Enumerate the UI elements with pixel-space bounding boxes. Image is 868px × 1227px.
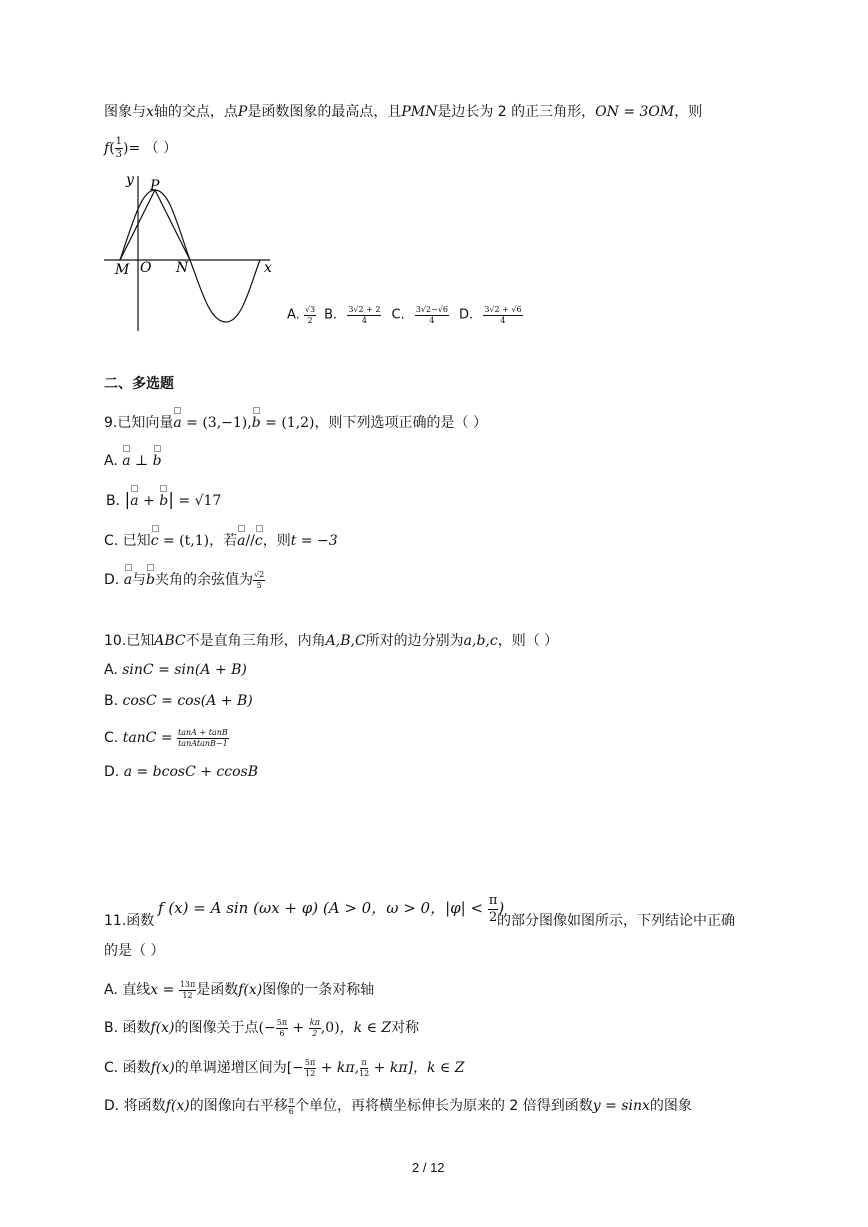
q8-graph — [100, 168, 280, 336]
vector-a: a — [173, 415, 182, 431]
option-d-label: D. — [459, 307, 474, 323]
q8-text: 图象与 — [104, 104, 146, 120]
tan-fraction: $\frac{\tan A + \tan B}{\text{tanAtanB−1}}$ — [178, 728, 228, 748]
graph-label-m: M — [115, 262, 130, 278]
q11-option-a: A. 直线x = $\frac{13\pi}{12}$ 是函数f(x)图像的一条对称轴 — [104, 980, 375, 1000]
q9-option-d: D. a与b夹角的余弦值为 $\frac{√2}{5}$ — [104, 570, 265, 590]
q8-text: 轴的交点，点 — [153, 104, 238, 120]
q8-text: 是函数图象的最高点，且 — [247, 104, 402, 120]
graph-label-y: y — [126, 172, 134, 188]
graph-label-p: P — [150, 178, 160, 194]
q8-var: x — [146, 104, 154, 120]
option-b-value: $\frac{3√2 + 2}{4}$ — [348, 305, 381, 325]
q8-var: P — [237, 104, 248, 120]
option-b-label: B. — [324, 307, 338, 323]
option-a-label: A. — [287, 307, 300, 323]
option-c-value: $\frac{3√2-√6}{4}$ — [415, 305, 449, 325]
q10-option-b: B. cosC = cos(A + B) — [104, 693, 253, 709]
q8-condition: ON = 3OM — [595, 104, 675, 120]
q9-option-b: B. |a + b| = √17 — [106, 490, 222, 510]
q9-option-a: A. a ⊥ b — [104, 453, 162, 469]
q8-f: f — [104, 140, 110, 157]
q9-option-c: C. 已知c = (t,1)，若a//c，则t = −3 — [104, 533, 338, 549]
q11-option-c: C. 函数f(x)的单调递增区间为[− $\frac{5\pi}{12}$ + kπ, $\frac{\pi}{12}$ + kπ]，k ∈ Z — [104, 1058, 465, 1078]
option-c-label: C. — [391, 307, 405, 323]
q8-stem-line1 — [104, 104, 702, 121]
q11-function: f (x) = A sin (ωx + φ) (A > 0，ω > 0，|φ| < $\frac{\pi}{2}$ ) — [158, 893, 505, 925]
graph-label-o: O — [140, 260, 152, 276]
cos-value: $\frac{√2}{5}$ — [254, 570, 265, 590]
page-number: 2 / 12 — [412, 1160, 445, 1175]
option-a-value: $\frac{√3}{2}$ — [304, 305, 316, 325]
triangle-pmn — [120, 190, 190, 260]
q8-options — [287, 305, 523, 325]
q8-equals: = （ ） — [128, 140, 178, 157]
option-d-value: $\frac{3√2 + √6}{4}$ — [484, 305, 522, 325]
sine-curve — [120, 190, 260, 322]
graph-label-n: N — [176, 260, 189, 276]
q8-fraction: $\frac{1}{3}$ — [115, 136, 123, 160]
q11-stem-c: 的是（ ） — [104, 943, 165, 959]
q10-stem: 10.已知ABC不是直角三角形，内角A,B,C所对的边分别为a,b,c，则（ ） — [104, 633, 559, 649]
q11-option-b: B. 函数f(x)的图像关于点(− $\frac{5\pi}{6}$ + $\frac{k\pi}{2}$ ,0)，k ∈ Z对称 — [104, 1018, 420, 1038]
q8-var: PMN — [401, 104, 438, 120]
vector-b: b — [251, 415, 261, 431]
graph-label-x: x — [264, 260, 272, 276]
q10-option-d: D. a = bcosC + ccosB — [104, 764, 259, 780]
section-title: 二、多选题 — [104, 376, 174, 392]
q8-text: 是边长为 2 的正三角形， — [437, 104, 596, 120]
q8-stem-line2: f( $\frac{1}{3}$ )= （ ） — [104, 136, 178, 160]
q11-option-d: D. 将函数f(x)的图像向右平移 $\frac{\pi}{6}$ 个单位，再将横坐标伸长为原来的 2 倍得到函数y = sinx的图象 — [104, 1096, 692, 1116]
q11-stem-b: 的部分图像如图所示，下列结论中正确 — [497, 913, 735, 929]
q11-stem-a: 11.函数 — [104, 913, 155, 929]
q10-option-c: C. tanC = $\frac{\tan A + \tan B}{\text{tanAtanB−1}}$ — [104, 728, 228, 748]
q8-text: ，则 — [674, 104, 703, 120]
q10-option-a: A. sinC = sin(A + B) — [104, 662, 247, 678]
q9-stem: 9.已知向量a = (3,−1),b = (1,2)，则下列选项正确的是（ ） — [104, 415, 487, 431]
